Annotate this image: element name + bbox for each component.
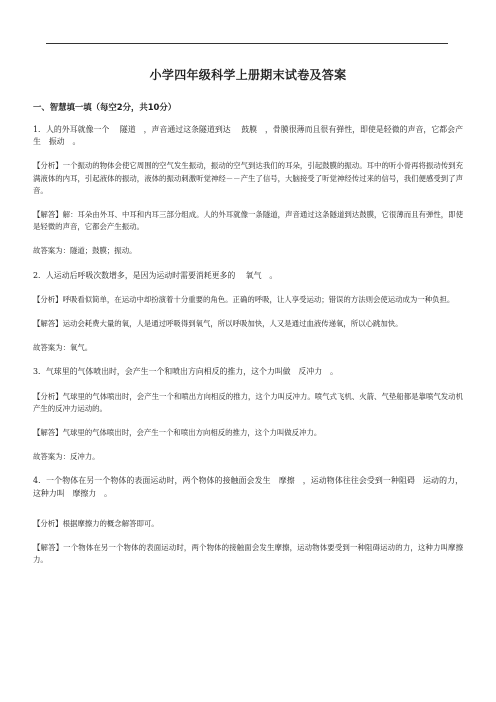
question-1-stem: 1．人的外耳就像一个 隧道 ，声音通过这条隧道到达 鼓膜 ，骨膜很薄而且很有弹性，即使是轻微的声音，它都会产生 振动 。	[33, 125, 463, 147]
question-2-analysis: 【分析】呼吸看似简单，在运动中却扮演着十分重要的角色。正确的呼吸，让人享受运动；错误的方法则会使运动成为一种负担。	[33, 294, 455, 304]
section-heading: 一、智慧填一填（每空2分，共10分）	[33, 102, 177, 112]
question-3-solution: 【解答】气球里的气体喷出时，会产生一个和喷出方向相反的推力，这个力叫做反冲力。	[33, 428, 322, 438]
question-4-stem: 4．一个物体在另一个物体的表面运动时，两个物体的接触面会发生 摩擦 ，运动物体往往会受到一种阻碍 运动的力，这种力叫 摩擦力 。	[33, 476, 463, 498]
question-3-answer: 故答案为：反冲力。	[33, 452, 100, 462]
question-2-answer: 故答案为：氧气。	[33, 343, 93, 353]
header-rule	[46, 43, 448, 44]
question-1-solution: 【解答】解：耳朵由外耳、中耳和内耳三部分组成。人的外耳就像一条隧道，声音通过这条隧道到达鼓膜，它很薄而且有弹性，即使是轻微的声音，它都会产生振动。	[33, 210, 463, 232]
question-2-stem: 2．人运动后呼吸次数增多，是因为运动时需要消耗更多的 氧气 。	[33, 270, 278, 280]
question-4-analysis: 【分析】根据摩擦力的概念解答即可。	[33, 518, 159, 528]
question-3-stem: 3．气球里的气体喷出时，会产生一个和喷出方向相反的推力，这个力叫做 反冲力 。	[33, 367, 338, 377]
question-2-solution: 【解答】运动会耗费大量的氧，人是通过呼吸得到氧气，所以呼吸加快，人又是通过血液传递氧，所以心跳加快。	[33, 319, 403, 329]
document-body	[33, 66, 463, 572]
question-3-analysis: 【分析】气球里的气体喷出时，会产生一个和喷出方向相反的推力，这个力叫反冲力。喷气式飞机、火箭、气垫船都是靠喷气发动机产生的反冲力运动的。	[33, 391, 463, 413]
question-1-answer: 故答案为：隧道；鼓膜；振动。	[33, 246, 137, 256]
question-1-analysis: 【分析】一个振动的物体会使它周围的空气发生振动，振动的空气到达我们的耳朵，引起鼓膜的振动。耳中的听小骨再将振动传到充满液体的内耳，引起液体的振动，液体的振动刺激听觉神经－－产生了信号，大脑接受了听觉神经传过来的信号，我们便感受到了声音。	[33, 161, 463, 195]
page-title: 小学四年级科学上册期末试卷及答案	[149, 68, 347, 82]
question-4-solution: 【解答】一个物体在另一个物体的表面运动时，两个物体的接触面会发生摩擦，运动物体要受到一种阻碍运动的力，这种力叫摩擦力。	[33, 543, 463, 565]
